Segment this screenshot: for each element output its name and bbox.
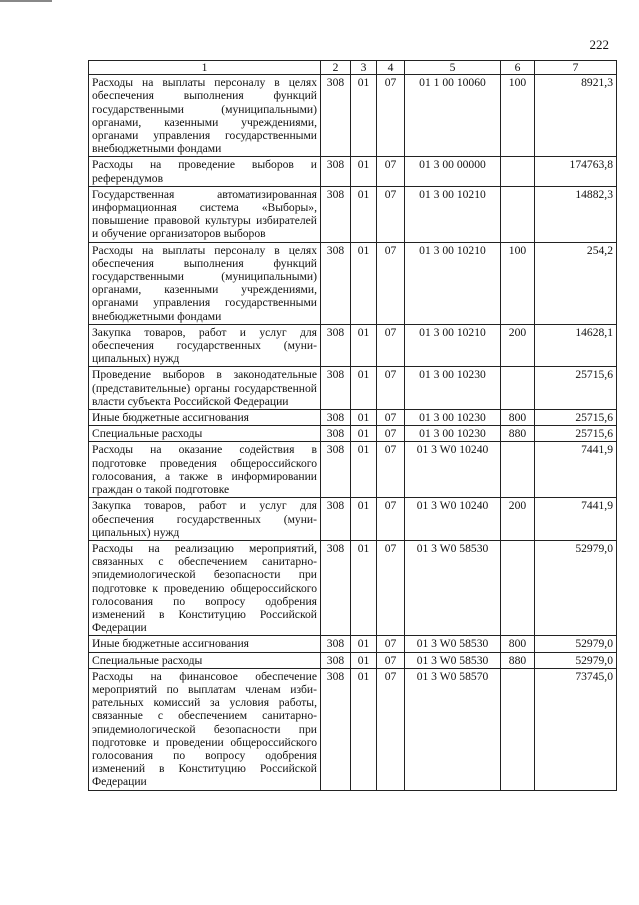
row-subsection: 07 — [377, 410, 405, 426]
row-amount: 7441,9 — [535, 498, 617, 541]
row-target-code: 01 3 00 10210 — [405, 242, 501, 324]
row-subsection: 07 — [377, 242, 405, 324]
row-section: 01 — [351, 498, 377, 541]
table-row — [89, 242, 617, 324]
row-expense-type: 800 — [501, 636, 535, 652]
header-col-5: 5 — [405, 61, 501, 75]
row-target-code: 01 3 W0 58570 — [405, 668, 501, 790]
header-col-3: 3 — [351, 61, 377, 75]
row-section: 01 — [351, 442, 377, 498]
row-amount: 14882,3 — [535, 186, 617, 242]
row-subsection: 07 — [377, 540, 405, 635]
row-name: Иные бюджетные ассигнования — [89, 410, 321, 426]
row-target-code: 01 3 W0 58530 — [405, 652, 501, 668]
row-name: Расходы на проведение выборов и референдумов — [89, 157, 321, 186]
row-subsection: 07 — [377, 636, 405, 652]
row-name: Закупка товаров, работ и услуг для обеспечения государственных (муниципальных) нужд — [89, 324, 321, 367]
row-expense-type: 100 — [501, 75, 535, 157]
row-admin-code: 308 — [321, 668, 351, 790]
row-subsection: 07 — [377, 442, 405, 498]
row-subsection: 07 — [377, 668, 405, 790]
row-expense-type — [501, 186, 535, 242]
row-section: 01 — [351, 426, 377, 442]
page-number: 222 — [589, 37, 609, 52]
row-expense-type — [501, 367, 535, 410]
row-target-code: 01 3 W0 10240 — [405, 498, 501, 541]
row-section: 01 — [351, 668, 377, 790]
row-target-code: 01 3 00 00000 — [405, 157, 501, 186]
header-col-7: 7 — [535, 61, 617, 75]
header-col-4: 4 — [377, 61, 405, 75]
row-amount: 7441,9 — [535, 442, 617, 498]
row-amount: 73745,0 — [535, 668, 617, 790]
row-amount: 25715,6 — [535, 367, 617, 410]
row-name: Расходы на оказание содействия в подготовке проведения общероссийского голосования, а также в информировании граждан о такой подготовке — [89, 442, 321, 498]
row-amount: 254,2 — [535, 242, 617, 324]
row-name: Расходы на финансовое обеспечение мероприятий по выплатам членам избирательных комиссий за условия работы, связанные с обеспечением санитарно-эпидемиологической безопасности при подготовке и проведении общероссийского голосования по вопросу одобрения изменений в Конституцию Российской Федерации — [89, 668, 321, 790]
row-name: Государственная автоматизированная информационная система «Выборы», повышение правовой культуры избирателей и обучение организаторов выборов — [89, 186, 321, 242]
row-amount: 25715,6 — [535, 426, 617, 442]
row-name: Расходы на выплаты персоналу в целях обеспечения выполнения функций государственными (муниципальными) органами, казенными учреждениями, органами управления государственными внебюджетными фондами — [89, 75, 321, 157]
row-admin-code: 308 — [321, 75, 351, 157]
row-subsection: 07 — [377, 186, 405, 242]
row-amount: 52979,0 — [535, 540, 617, 635]
row-admin-code: 308 — [321, 242, 351, 324]
table-row — [89, 186, 617, 242]
table-row — [89, 636, 617, 652]
row-section: 01 — [351, 186, 377, 242]
row-admin-code: 308 — [321, 540, 351, 635]
table-row — [89, 75, 617, 157]
row-expense-type: 800 — [501, 410, 535, 426]
row-amount: 14628,1 — [535, 324, 617, 367]
row-amount: 8921,3 — [535, 75, 617, 157]
row-section: 01 — [351, 75, 377, 157]
row-admin-code: 308 — [321, 324, 351, 367]
row-subsection: 07 — [377, 652, 405, 668]
table-row — [89, 410, 617, 426]
row-target-code: 01 3 00 10230 — [405, 410, 501, 426]
table-row — [89, 498, 617, 541]
row-name: Расходы на выплаты персоналу в целях обеспечения выполнения функций государственными (муниципальными) органами, казенными учреждениями, органами управления государственными внебюджетными фондами — [89, 242, 321, 324]
row-admin-code: 308 — [321, 367, 351, 410]
row-target-code: 01 3 00 10230 — [405, 367, 501, 410]
row-amount: 52979,0 — [535, 636, 617, 652]
row-target-code: 01 3 W0 58530 — [405, 636, 501, 652]
row-section: 01 — [351, 367, 377, 410]
row-subsection: 07 — [377, 157, 405, 186]
budget-table — [88, 60, 617, 791]
table-body — [89, 75, 617, 790]
row-subsection: 07 — [377, 367, 405, 410]
row-section: 01 — [351, 540, 377, 635]
row-target-code: 01 3 W0 10240 — [405, 442, 501, 498]
row-target-code: 01 3 00 10210 — [405, 186, 501, 242]
row-expense-type — [501, 157, 535, 186]
row-section: 01 — [351, 410, 377, 426]
table-row — [89, 426, 617, 442]
header-col-2: 2 — [321, 61, 351, 75]
table-row — [89, 442, 617, 498]
row-admin-code: 308 — [321, 652, 351, 668]
row-admin-code: 308 — [321, 410, 351, 426]
row-amount: 174763,8 — [535, 157, 617, 186]
row-expense-type: 100 — [501, 242, 535, 324]
header-row — [89, 61, 617, 75]
row-name: Иные бюджетные ассигнования — [89, 636, 321, 652]
row-section: 01 — [351, 324, 377, 367]
row-admin-code: 308 — [321, 442, 351, 498]
row-name: Проведение выборов в законодательные (представительные) органы государственной власти субъекта Российской Федерации — [89, 367, 321, 410]
table-row — [89, 668, 617, 790]
table-row — [89, 652, 617, 668]
row-subsection: 07 — [377, 498, 405, 541]
header-col-1: 1 — [89, 61, 321, 75]
row-subsection: 07 — [377, 426, 405, 442]
row-expense-type — [501, 668, 535, 790]
row-target-code: 01 1 00 10060 — [405, 75, 501, 157]
row-subsection: 07 — [377, 75, 405, 157]
row-amount: 52979,0 — [535, 652, 617, 668]
row-name: Закупка товаров, работ и услуг для обеспечения государственных (муниципальных) нужд — [89, 498, 321, 541]
table-row — [89, 324, 617, 367]
row-admin-code: 308 — [321, 636, 351, 652]
row-expense-type: 880 — [501, 426, 535, 442]
row-section: 01 — [351, 242, 377, 324]
row-expense-type — [501, 442, 535, 498]
row-expense-type: 880 — [501, 652, 535, 668]
row-name: Специальные расходы — [89, 426, 321, 442]
row-name: Расходы на реализацию мероприятий, связанных с обеспечением санитарно-эпидемиологической безопасности при подготовке к проведению общероссийского голосования по вопросу одобрения изменений в Конституцию Российской Федерации — [89, 540, 321, 635]
row-section: 01 — [351, 157, 377, 186]
row-expense-type: 200 — [501, 498, 535, 541]
row-section: 01 — [351, 652, 377, 668]
row-admin-code: 308 — [321, 498, 351, 541]
row-expense-type — [501, 540, 535, 635]
table-row — [89, 157, 617, 186]
row-admin-code: 308 — [321, 157, 351, 186]
table-row — [89, 367, 617, 410]
row-subsection: 07 — [377, 324, 405, 367]
row-admin-code: 308 — [321, 186, 351, 242]
row-target-code: 01 3 00 10230 — [405, 426, 501, 442]
row-target-code: 01 3 00 10210 — [405, 324, 501, 367]
row-admin-code: 308 — [321, 426, 351, 442]
row-target-code: 01 3 W0 58530 — [405, 540, 501, 635]
row-amount: 25715,6 — [535, 410, 617, 426]
scan-edge-mark — [0, 0, 52, 2]
row-name: Специальные расходы — [89, 652, 321, 668]
row-expense-type: 200 — [501, 324, 535, 367]
header-col-6: 6 — [501, 61, 535, 75]
table-row — [89, 540, 617, 635]
row-section: 01 — [351, 636, 377, 652]
